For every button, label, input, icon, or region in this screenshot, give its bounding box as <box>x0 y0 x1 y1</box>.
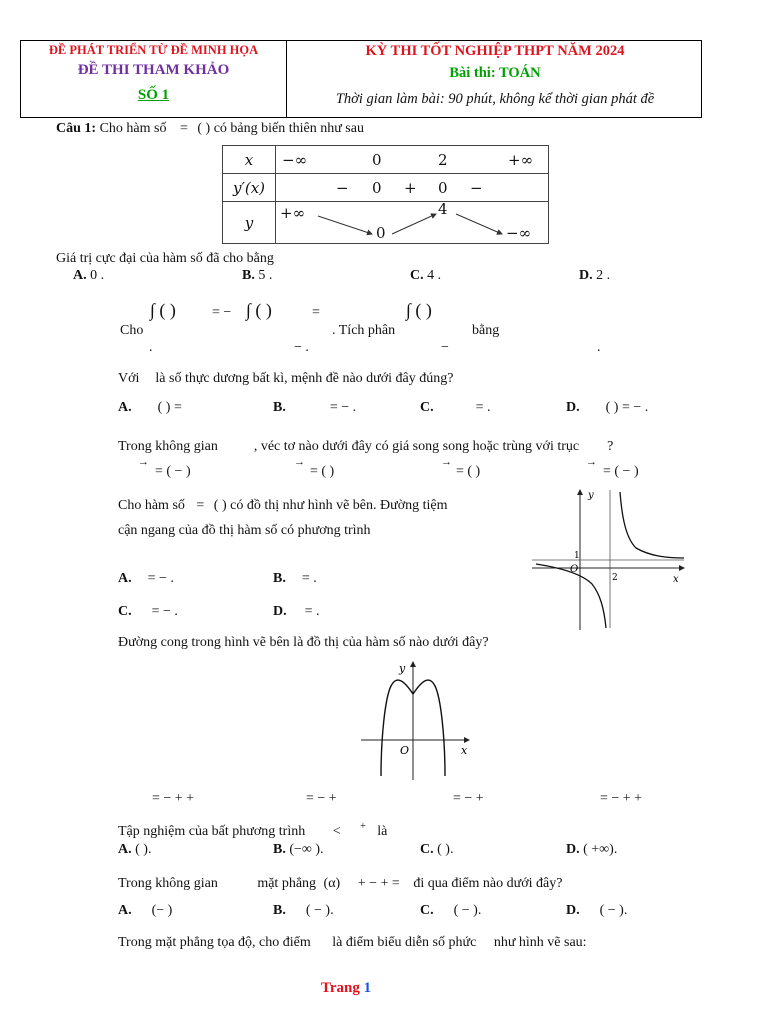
q2-sub-4: . <box>597 340 601 355</box>
table-row-y: +∞ 0 4 −∞ <box>276 202 549 244</box>
q6-option-c[interactable]: = − + <box>453 791 484 806</box>
table-header-derivative: y′(x) <box>223 174 276 202</box>
q1-option-b[interactable]: B. 5 . <box>242 268 273 283</box>
q6-option-d[interactable]: = − + + <box>600 791 643 806</box>
footer-label: Trang <box>321 980 360 996</box>
q8-option-c[interactable]: C. ( − ). <box>420 903 482 918</box>
q9-stem: Trong mặt phẳng tọa độ, cho điểm là điểm biểu diễn số phức như hình vẽ sau: <box>118 935 587 950</box>
q5-stem-1: Cho hàm số = ( ) có đồ thị như hình vẽ bên. Đường tiệm <box>118 498 448 513</box>
q2-text: . Tích phân <box>332 323 396 338</box>
q1-option-a[interactable]: A. 0 . <box>73 268 105 283</box>
q4-vector-arrow-c: → <box>441 456 452 468</box>
q6-x-label: x <box>461 744 468 757</box>
q5-origin-label: O <box>570 564 579 575</box>
q5-option-b[interactable]: B. = . <box>273 571 317 586</box>
q1-label: Câu 1: <box>56 121 97 136</box>
q2-integral-3: ∫ ( ) <box>406 300 432 320</box>
q5-option-a[interactable]: A. = − . <box>118 571 174 586</box>
table-row-derivative: − 0 + 0 − <box>276 174 549 202</box>
q5-tick-x: 2 <box>612 573 618 583</box>
q2-sub-3: − <box>441 340 449 355</box>
q1-option-d[interactable]: D. 2 . <box>579 268 611 283</box>
q2-eq-2: = <box>312 305 320 320</box>
q8-option-b[interactable]: B. ( − ). <box>273 903 334 918</box>
q5-y-label: y <box>588 490 594 501</box>
q5-x-label: x <box>673 574 679 585</box>
table-header-x: x <box>223 146 276 174</box>
q7-stem: Tập nghiệm của bất phương trình < + là <box>118 821 388 839</box>
q5-hyperbola-graph <box>532 488 688 632</box>
q1-stem: Câu 1: Cho hàm số = ( ) có bảng biến thiên như sau <box>56 121 364 136</box>
q6-quartic-graph <box>355 658 475 782</box>
q7-option-b[interactable]: B. (−∞ ). <box>273 842 324 857</box>
q4-vector-arrow-a: → <box>138 456 149 468</box>
q8-option-d[interactable]: D. ( − ). <box>566 903 628 918</box>
q5-option-c[interactable]: C. = − . <box>118 604 178 619</box>
q2-cho: Cho <box>120 323 144 338</box>
q3-option-c[interactable]: C. = . <box>420 400 491 415</box>
q3-stem: Với là số thực dương bất kì, mệnh đề nào dưới đây đúng? <box>118 371 454 386</box>
q5-tick-y: 1 <box>574 551 580 561</box>
q6-stem: Đường cong trong hình vẽ bên là đồ thị của hàm số nào dưới đây? <box>118 635 489 650</box>
exam-header <box>20 40 702 118</box>
q1-question: Giá trị cực đại của hàm số đã cho bằng <box>56 251 274 266</box>
q4-option-a[interactable]: = ( − ) <box>155 464 191 479</box>
q2-integral-1: ∫ ( ) <box>150 300 176 320</box>
q3-option-d[interactable]: D. ( ) = − . <box>566 400 649 415</box>
q5-curve-right <box>620 492 684 558</box>
q8-option-a[interactable]: A. (− ) <box>118 903 173 918</box>
table-row-x: −∞ 0 2 +∞ <box>276 146 549 174</box>
q4-stem: Trong không gian , véc tơ nào dưới đây có giá song song hoặc trùng với trục ? <box>118 439 614 454</box>
q2-end: bằng <box>472 323 500 338</box>
q6-option-b[interactable]: = − + <box>306 791 337 806</box>
q2-sub-2: − . <box>294 340 309 355</box>
table-header-y: y <box>223 202 276 244</box>
header-duration: Thời gian làm bài: 90 phút, không kể thời gian phát đề <box>335 91 655 107</box>
header-exam-type: ĐỀ THI THAM KHẢO <box>77 62 230 78</box>
header-exam-number: SỐ 1 <box>137 87 170 103</box>
variation-table <box>222 145 549 244</box>
q6-origin-label: O <box>400 744 410 757</box>
header-subject: Bài thi: TOÁN <box>449 65 541 81</box>
q4-option-d[interactable]: = ( − ) <box>603 464 639 479</box>
page-footer <box>321 980 371 997</box>
q4-option-b[interactable]: = ( ) <box>310 464 335 479</box>
q6-y-label: y <box>399 662 406 675</box>
q2-eq-1: = − <box>212 305 232 320</box>
q2-integral-2: ∫ ( ) <box>246 300 272 320</box>
q8-stem: Trong không gian mặt phẳng (α) + − + = đi qua điểm nào dưới đây? <box>118 876 563 891</box>
q1-option-c[interactable]: C. 4 . <box>410 268 442 283</box>
q5-option-d[interactable]: D. = . <box>273 604 320 619</box>
q2-sub-1: . <box>149 340 153 355</box>
q4-vector-arrow-d: → <box>586 456 597 468</box>
q7-option-a[interactable]: A. ( ). <box>118 842 152 857</box>
q3-option-b[interactable]: B. = − . <box>273 400 357 415</box>
variation-arrows <box>276 202 548 244</box>
header-exam-title: KỲ THI TỐT NGHIỆP THPT NĂM 2024 <box>365 43 625 59</box>
q7-option-d[interactable]: D. ( +∞). <box>566 842 618 857</box>
q4-vector-arrow-b: → <box>294 456 305 468</box>
q5-stem-2: cận ngang của đồ thị hàm số có phương trình <box>118 523 371 538</box>
q3-option-a[interactable]: A. ( ) = <box>118 400 182 415</box>
header-source-line: ĐỀ PHÁT TRIỂN TỪ ĐỀ MINH HỌA <box>48 43 259 57</box>
q6-option-a[interactable]: = − + + <box>152 791 195 806</box>
footer-page-number: 1 <box>363 980 372 996</box>
q7-option-c[interactable]: C. ( ). <box>420 842 454 857</box>
q4-option-c[interactable]: = ( ) <box>456 464 481 479</box>
